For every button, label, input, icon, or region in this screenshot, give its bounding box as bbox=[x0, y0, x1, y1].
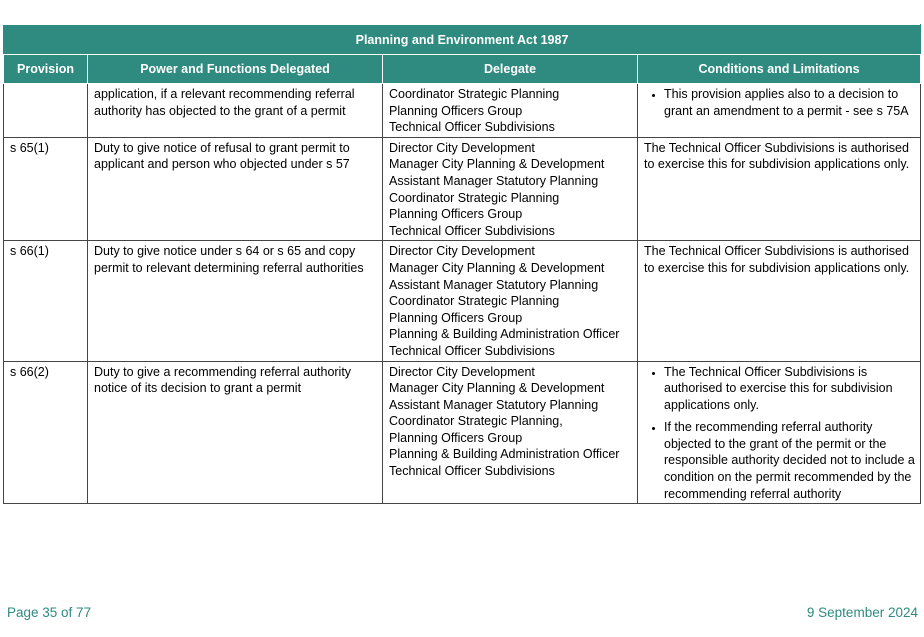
delegate-cell bbox=[383, 241, 638, 361]
table-row bbox=[4, 137, 921, 241]
delegate-item: Director City Development bbox=[389, 364, 535, 379]
table-row bbox=[4, 361, 921, 504]
delegate-item: Coordinator Strategic Planning bbox=[389, 190, 560, 205]
delegate-item: Manager City Planning & Development bbox=[389, 381, 605, 396]
delegate-cell bbox=[383, 361, 638, 504]
delegate-cell bbox=[383, 137, 638, 241]
delegate-item: Manager City Planning & Development bbox=[389, 260, 605, 275]
delegate-item: Assistant Manager Statutory Planning bbox=[389, 277, 599, 292]
header-delegate: Delegate bbox=[383, 55, 638, 84]
provision-cell: s 66(2) bbox=[4, 361, 88, 504]
conditions-cell bbox=[638, 84, 921, 138]
delegate-item: Coordinator Strategic Planning, bbox=[389, 414, 563, 429]
delegate-item: Planning Officers Group bbox=[389, 310, 523, 325]
delegate-item: Technical Officer Subdivisions bbox=[389, 223, 555, 238]
provision-cell: s 66(1) bbox=[4, 241, 88, 361]
header-power: Power and Functions Delegated bbox=[88, 55, 383, 84]
delegate-item: Planning & Building Administration Officer bbox=[389, 447, 620, 462]
delegation-table-container bbox=[3, 24, 920, 504]
condition-item: • If the recommending referral authority objected to the grant of the permit or the responsible authority decided not to include a condition on the permit recommended by the recommending referral authority bbox=[664, 419, 915, 502]
delegate-item: Technical Officer Subdivisions bbox=[389, 343, 555, 358]
delegate-item: Director City Development bbox=[389, 244, 535, 259]
delegation-table bbox=[3, 24, 921, 504]
delegate-item: Technical Officer Subdivisions bbox=[389, 464, 555, 479]
table-row bbox=[4, 84, 921, 138]
condition-text: The Technical Officer Subdivisions is authorised to exercise this for subdivision applications only. bbox=[644, 244, 910, 275]
document-date: 9 September 2024 bbox=[806, 605, 918, 620]
conditions-cell bbox=[638, 241, 921, 361]
power-cell: application, if a relevant recommending referral authority has objected to the grant of a permit bbox=[88, 84, 383, 138]
delegate-item: Assistant Manager Statutory Planning bbox=[389, 397, 599, 412]
header-conditions: Conditions and Limitations bbox=[638, 55, 921, 84]
condition-list bbox=[644, 364, 915, 503]
delegate-item: Technical Officer Subdivisions bbox=[389, 120, 555, 135]
condition-list bbox=[644, 86, 915, 119]
delegate-item: Director City Development bbox=[389, 140, 535, 155]
provision-cell: s 65(1) bbox=[4, 137, 88, 241]
table-body bbox=[4, 84, 921, 504]
provision-cell bbox=[4, 84, 88, 138]
header-provision: Provision bbox=[4, 55, 88, 84]
delegate-item: Planning Officers Group bbox=[389, 430, 523, 445]
condition-item: • The Technical Officer Subdivisions is authorised to exercise this for subdivision applications only. bbox=[664, 364, 915, 414]
condition-text: The Technical Officer Subdivisions is authorised to exercise this for subdivision applications only. bbox=[644, 140, 910, 172]
power-cell: Duty to give a recommending referral authority notice of its decision to grant a permit bbox=[88, 361, 383, 504]
conditions-cell bbox=[638, 137, 921, 241]
table-row bbox=[4, 241, 921, 361]
power-cell: Duty to give notice under s 64 or s 65 and copy permit to relevant determining referral authorities bbox=[88, 241, 383, 361]
conditions-cell bbox=[638, 361, 921, 504]
condition-item: • This provision applies also to a decision to grant an amendment to a permit - see s 75A bbox=[664, 86, 915, 119]
delegate-cell bbox=[383, 84, 638, 138]
delegate-item: Planning Officers Group bbox=[389, 207, 523, 222]
power-cell: Duty to give notice of refusal to grant permit to applicant and person who objected under s 57 bbox=[88, 137, 383, 241]
table-title: Planning and Environment Act 1987 bbox=[4, 25, 921, 55]
delegate-item: Planning & Building Administration Officer bbox=[389, 327, 620, 342]
delegate-item: Coordinator Strategic Planning bbox=[389, 87, 560, 101]
delegate-item: Manager City Planning & Development bbox=[389, 157, 605, 172]
page-number: Page 35 of 77 bbox=[7, 605, 92, 620]
delegate-item: Planning Officers Group bbox=[389, 103, 523, 118]
delegate-item: Assistant Manager Statutory Planning bbox=[389, 173, 599, 188]
delegate-item: Coordinator Strategic Planning bbox=[389, 294, 560, 309]
